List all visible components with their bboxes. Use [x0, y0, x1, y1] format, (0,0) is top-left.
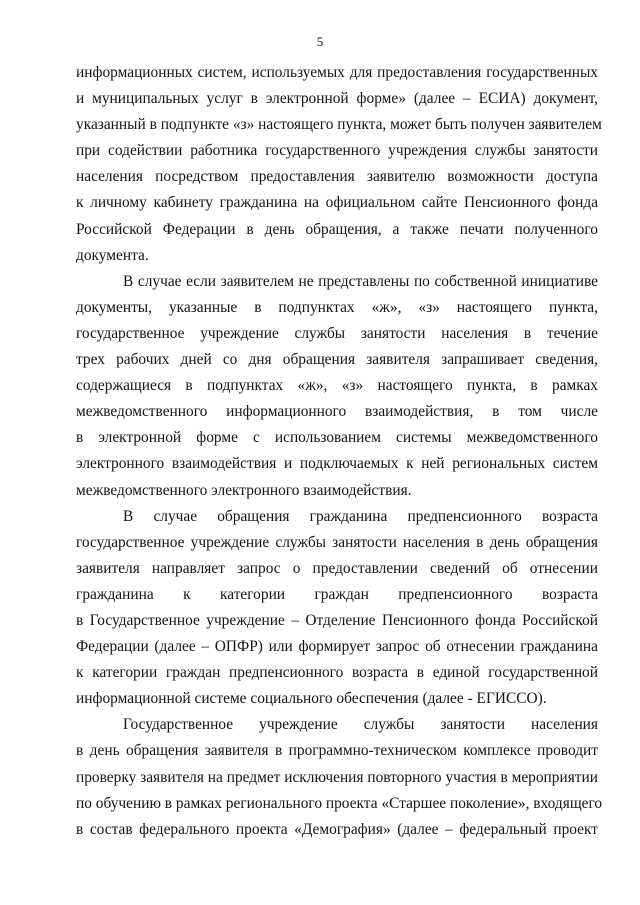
text-line: в день обращения заявителя в программно-техническом комплексе проводит: [76, 742, 598, 760]
paragraph: [76, 504, 598, 713]
text-line: документы, указанные в подпунктах «ж», «з» настоящего пункта,: [76, 298, 598, 316]
text-line: гражданина к категории граждан предпенсионного возраста: [76, 585, 598, 603]
text-line: Российской Федерации в день обращения, а также печати полученного: [76, 220, 598, 238]
paragraph: [76, 60, 602, 269]
text-line: при содействии работника государственного учреждения службы занятости: [76, 142, 598, 160]
text-line: в электронной форме с использованием системы межведомственного: [76, 429, 598, 447]
document-body: [76, 60, 603, 843]
page-number: 5: [316, 34, 324, 49]
paragraph: [76, 269, 598, 504]
text-line: Федерации (далее – ОПФР) или формирует запрос об отнесении гражданина: [76, 638, 598, 656]
text-line: электронного взаимодействия и подключаемых к ней региональных систем: [76, 455, 598, 473]
text-line: населения посредством предоставления заявителю возможности доступа: [76, 168, 598, 186]
text-line: информационной системе социального обеспечения (далее - ЕГИССО).: [76, 690, 547, 708]
text-line: указанный в подпункте «з» настоящего пункта, может быть получен заявителем: [76, 116, 602, 134]
text-line: информационных систем, используемых для предоставления государственных: [76, 64, 598, 81]
text-line: заявителя направляет запрос о предоставлении сведений об отнесении: [76, 559, 598, 577]
text-line: трех рабочих дней со дня обращения заявителя запрашивает сведения,: [76, 351, 598, 369]
text-line: В случае обращения гражданина предпенсионного возраста: [123, 507, 598, 525]
paragraph: [76, 712, 603, 842]
text-line: и муниципальных услуг в электронной форме» (далее – ЕСИА) документ,: [76, 90, 598, 108]
text-line: межведомственного электронного взаимодействия.: [76, 481, 412, 499]
text-line: межведомственного информационного взаимодействия, в том числе: [76, 403, 598, 421]
text-line: содержащиеся в подпунктах «ж», «з» настоящего пункта, в рамках: [76, 377, 598, 395]
text-line: по обучению в рамках регионального проекта «Старшее поколение», входящего: [76, 794, 603, 812]
text-line: к личному кабинету гражданина на официальном сайте Пенсионного фонда: [76, 194, 598, 212]
text-line: документа.: [76, 246, 149, 264]
text-line: Государственное учреждение службы занятости населения: [123, 716, 598, 734]
text-line: государственное учреждение службы занятости населения в течение: [76, 324, 598, 342]
text-line: В случае если заявителем не представлены по собственной инициативе: [123, 272, 598, 290]
text-line: к категории граждан предпенсионного возраста в единой государственной: [76, 664, 598, 682]
text-line: в Государственное учреждение – Отделение Пенсионного фонда Российской: [76, 611, 598, 629]
text-line: проверку заявителя на предмет исключения повторного участия в мероприятии: [76, 768, 598, 786]
text-line: в состав федерального проекта «Демография» (далее – федеральный проект: [76, 820, 598, 838]
text-line: государственное учреждение службы занятости населения в день обращения: [76, 533, 598, 551]
